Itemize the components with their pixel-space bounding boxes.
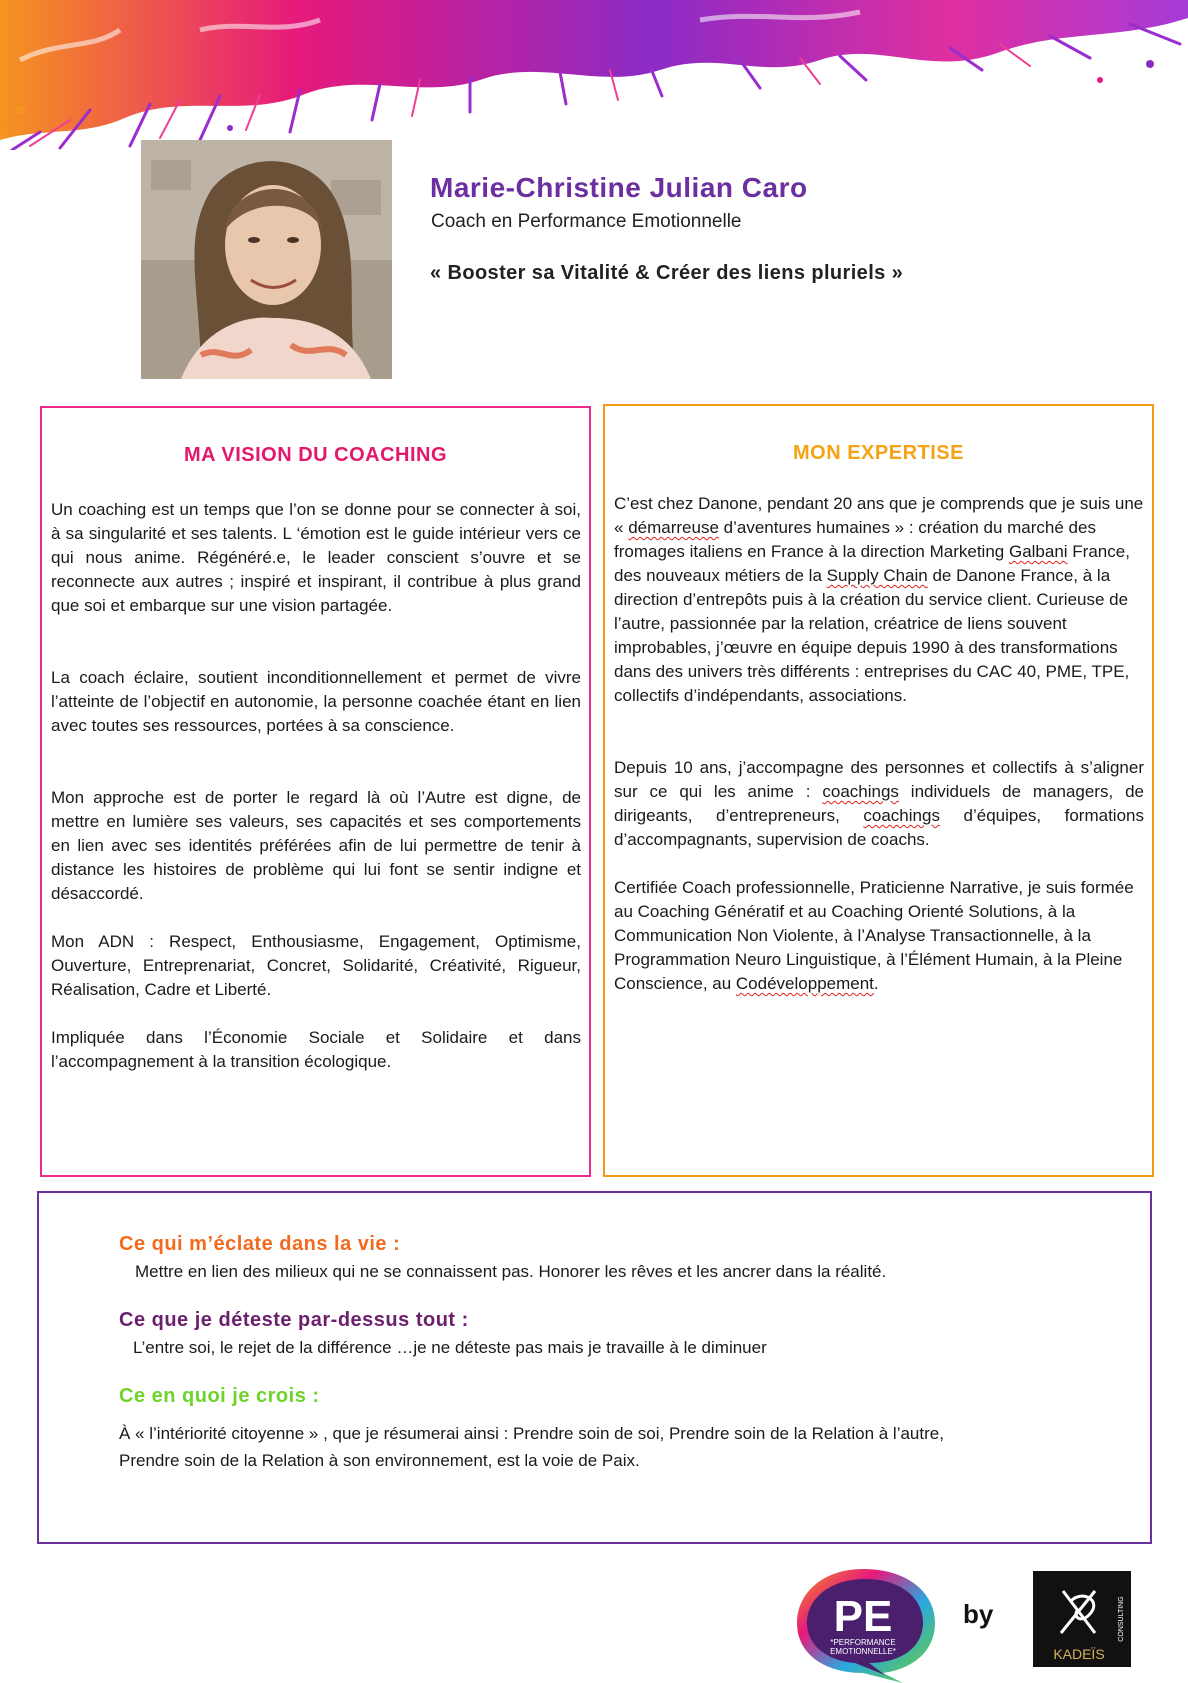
passion-text: Mettre en lien des milieux qui ne se connaissent pas. Honorer les rêves et les ancrer dans la réalité. [135, 1262, 887, 1281]
expertise-paragraph: C’est chez Danone, pendant 20 ans que je comprends que je suis une « démarreuse d’aventures humaines » : création du marché des fromages italiens en France à la direction Marketing Galbani France, des nouveaux métiers de la Supply Chain de Danone France, à la direction d’entrepôts puis à la création du service client. Curieuse de l’autre, passionnée par la relation, créatrice de liens souvent improbables, j’œuvre en équipe depuis 1990 à des transformations dans des univers très différents : entreprises du CAC 40, PME, TPE, collectifs d’indépendants, associations. [614, 494, 1144, 705]
vision-paragraph: Un coaching est un temps que l’on se donne pour se connecter à soi, à sa singularité et ses talents. L ‘émotion est le guide intérieur vers ce qui nous anime. Régénéré.e, le leader conscient s’ouvre et se reconnecte aux autres ; inspiré et inspirant, il contribue à plus grand que soi et embarque sur une vision partagée. [51, 500, 581, 615]
kadeis-logo [1033, 1571, 1131, 1667]
expertise-section [603, 404, 1154, 1177]
kadeis-text: KADEÏS [1053, 1646, 1105, 1662]
pe-brand-line1: *PERFORMANCE [830, 1638, 896, 1647]
vision-paragraph: La coach éclaire, soutient inconditionnellement et permet de vivre l’atteinte de l’objectif en autonomie, la personne coachée étant en lien avec toutes ses ressources, portées à sa conscience. [51, 668, 581, 735]
expertise-paragraph: Depuis 10 ans, j’accompagne des personnes et collectifs à s’aligner sur ce qui les anime : coachings individuels de managers, de dirigeants, d’entrepreneurs, coachings d’équipes, formations d’accompagnants, supervision de coachs. [614, 758, 1144, 849]
tagline: « Booster sa Vitalité & Créer des liens pluriels » [430, 262, 904, 284]
pe-letters: PE [833, 1592, 893, 1641]
person-name: Marie-Christine Julian Caro [430, 172, 808, 203]
expertise-paragraph: Certifiée Coach professionnelle, Praticienne Narrative, je suis formée au Coaching Génératif et au Coaching Orienté Solutions, à la Communication Non Violente, à l’Analyse Transactionnelle, à la Programmation Neuro Linguistique, à l’Élément Humain, à la Pleine Conscience, au Codéveloppement. [614, 878, 1134, 993]
expertise-title: MON EXPERTISE [793, 442, 964, 464]
passion-heading: Ce qui m’éclate dans la vie : [119, 1233, 401, 1255]
dislike-text: L’entre soi, le rejet de la différence …je ne déteste pas mais je travaille à le diminuer [133, 1338, 767, 1357]
vision-paragraph: Mon ADN : Respect, Enthousiasme, Engagement, Optimisme, Ouverture, Entreprenariat, Concret, Solidarité, Créativité, Rigueur, Réalisation, Cadre et Liberté. [51, 932, 581, 999]
belief-heading: Ce en quoi je crois : [119, 1385, 320, 1407]
vision-section [40, 406, 591, 1177]
paint-splash-banner [0, 0, 1188, 150]
personal-section [37, 1191, 1152, 1544]
vision-paragraph: Mon approche est de porter le regard là où l’Autre est digne, de mettre en lumière ses valeurs, ses capacités et ses comportements en lien avec ses identités préférées afin de lui permettre de tenir à distance les histoires de problème qui lui font se sentir indigne et désaccordé. [51, 788, 581, 903]
vision-paragraph: Impliquée dans l’Économie Sociale et Solidaire et dans l’accompagnement à la transition écologique. [51, 1028, 581, 1071]
belief-text-line1: À « l’intériorité citoyenne » , que je résumerai ainsi : Prendre soin de soi, Prendre soin de la Relation à l’autre, [119, 1424, 944, 1443]
belief-text-line2: Prendre soin de la Relation à son environnement, est la voie de Paix. [119, 1451, 640, 1470]
dislike-heading: Ce que je déteste par-dessus tout : [119, 1309, 469, 1331]
by-label: by [963, 1599, 994, 1629]
vision-title: MA VISION DU COACHING [183, 444, 448, 466]
consulting-text: CONSULTING [1118, 1596, 1125, 1642]
pe-brand-line2: EMOTIONNELLE* [830, 1647, 896, 1656]
performance-emotionnelle-logo [793, 1565, 938, 1683]
job-title: Coach en Performance Emotionnelle [431, 211, 742, 232]
portrait-photo [141, 140, 392, 379]
